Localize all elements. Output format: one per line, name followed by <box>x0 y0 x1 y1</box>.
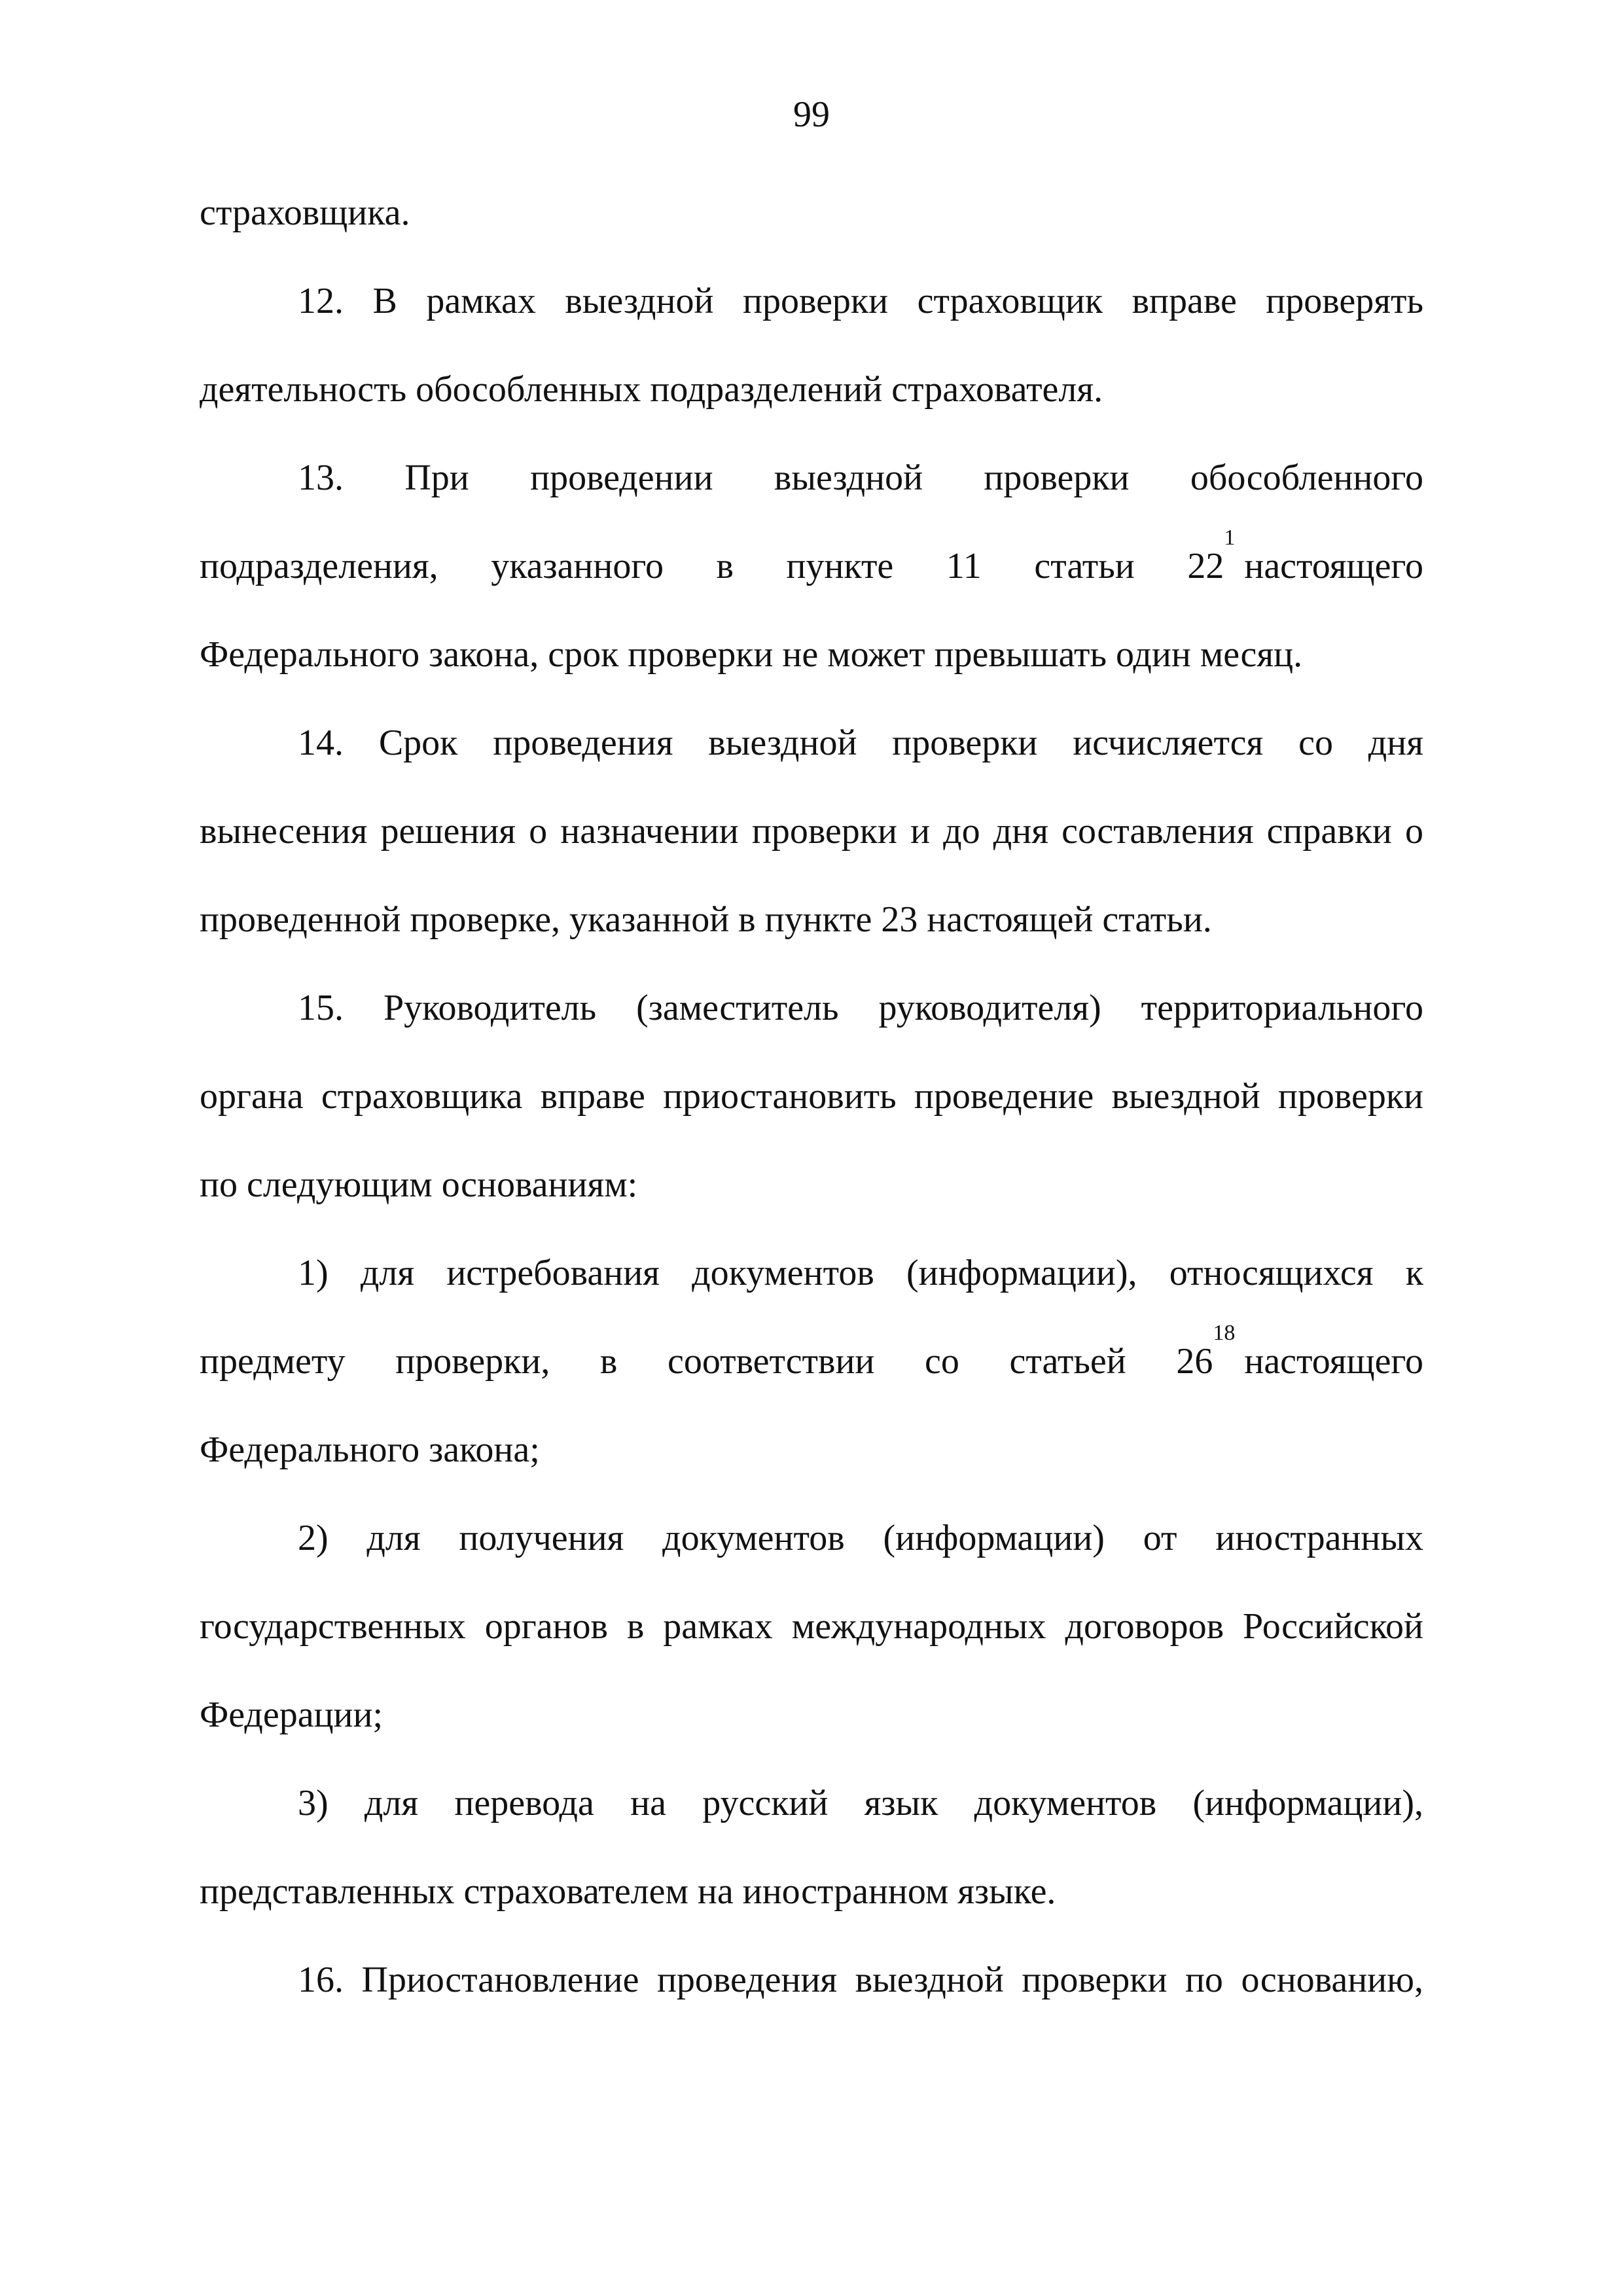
paragraph-12-start: 12. В рамках выездной проверки страховщик вправе проверять <box>298 281 1423 321</box>
text-line: по следующим основаниям: <box>200 1164 638 1205</box>
text-line: вынесения решения о назначении проверки и до дня составления справки о <box>200 811 1423 852</box>
superscript: 1 <box>1224 526 1236 550</box>
text-line: органа страховщика вправе приостановить проведение выездной проверки <box>200 1076 1423 1117</box>
paragraph-16-start: 16. Приостановление проведения выездной проверки по основанию, <box>298 1960 1423 2000</box>
text-line-with-superscript <box>200 526 1423 589</box>
text-line-with-superscript <box>200 1321 1423 1384</box>
paragraph-14-start: 14. Срок проведения выездной проверки исчисляется со дня <box>298 723 1423 763</box>
line-part: подразделения, указанного в пункте 11 статьи 22 <box>200 546 1224 586</box>
line-part: предмету проверки, в соответствии со статьей 26 <box>200 1341 1213 1382</box>
paragraph-15-start: 15. Руководитель (заместитель руководителя) территориального <box>298 988 1423 1028</box>
paragraph-13-start: 13. При проведении выездной проверки обособленного <box>298 457 1423 498</box>
list-item-3-start: 3) для перевода на русский язык документов (информации), <box>298 1783 1423 1823</box>
list-item-2-start: 2) для получения документов (информации) от иностранных <box>298 1518 1423 1558</box>
text-line: Федерального закона; <box>200 1429 540 1470</box>
text-line: страховщика. <box>200 192 410 233</box>
line-part: настоящего <box>1235 1341 1423 1382</box>
text-line: деятельность обособленных подразделений страхователя. <box>200 369 1103 410</box>
text-line: Федерации; <box>200 1695 383 1735</box>
page-number: 99 <box>793 94 830 135</box>
text-line: Федерального закона, срок проверки не может превышать один месяц. <box>200 634 1303 675</box>
text-line: проведенной проверке, указанной в пункте 23 настоящей статьи. <box>200 899 1212 940</box>
text-line: представленных страхователем на иностранном языке. <box>200 1871 1056 1912</box>
text-line: государственных органов в рамках международных договоров Российской <box>200 1606 1423 1647</box>
list-item-1-start: 1) для истребования документов (информации), относящихся к <box>298 1253 1423 1293</box>
superscript: 18 <box>1213 1321 1236 1345</box>
line-part: настоящего <box>1235 546 1423 586</box>
